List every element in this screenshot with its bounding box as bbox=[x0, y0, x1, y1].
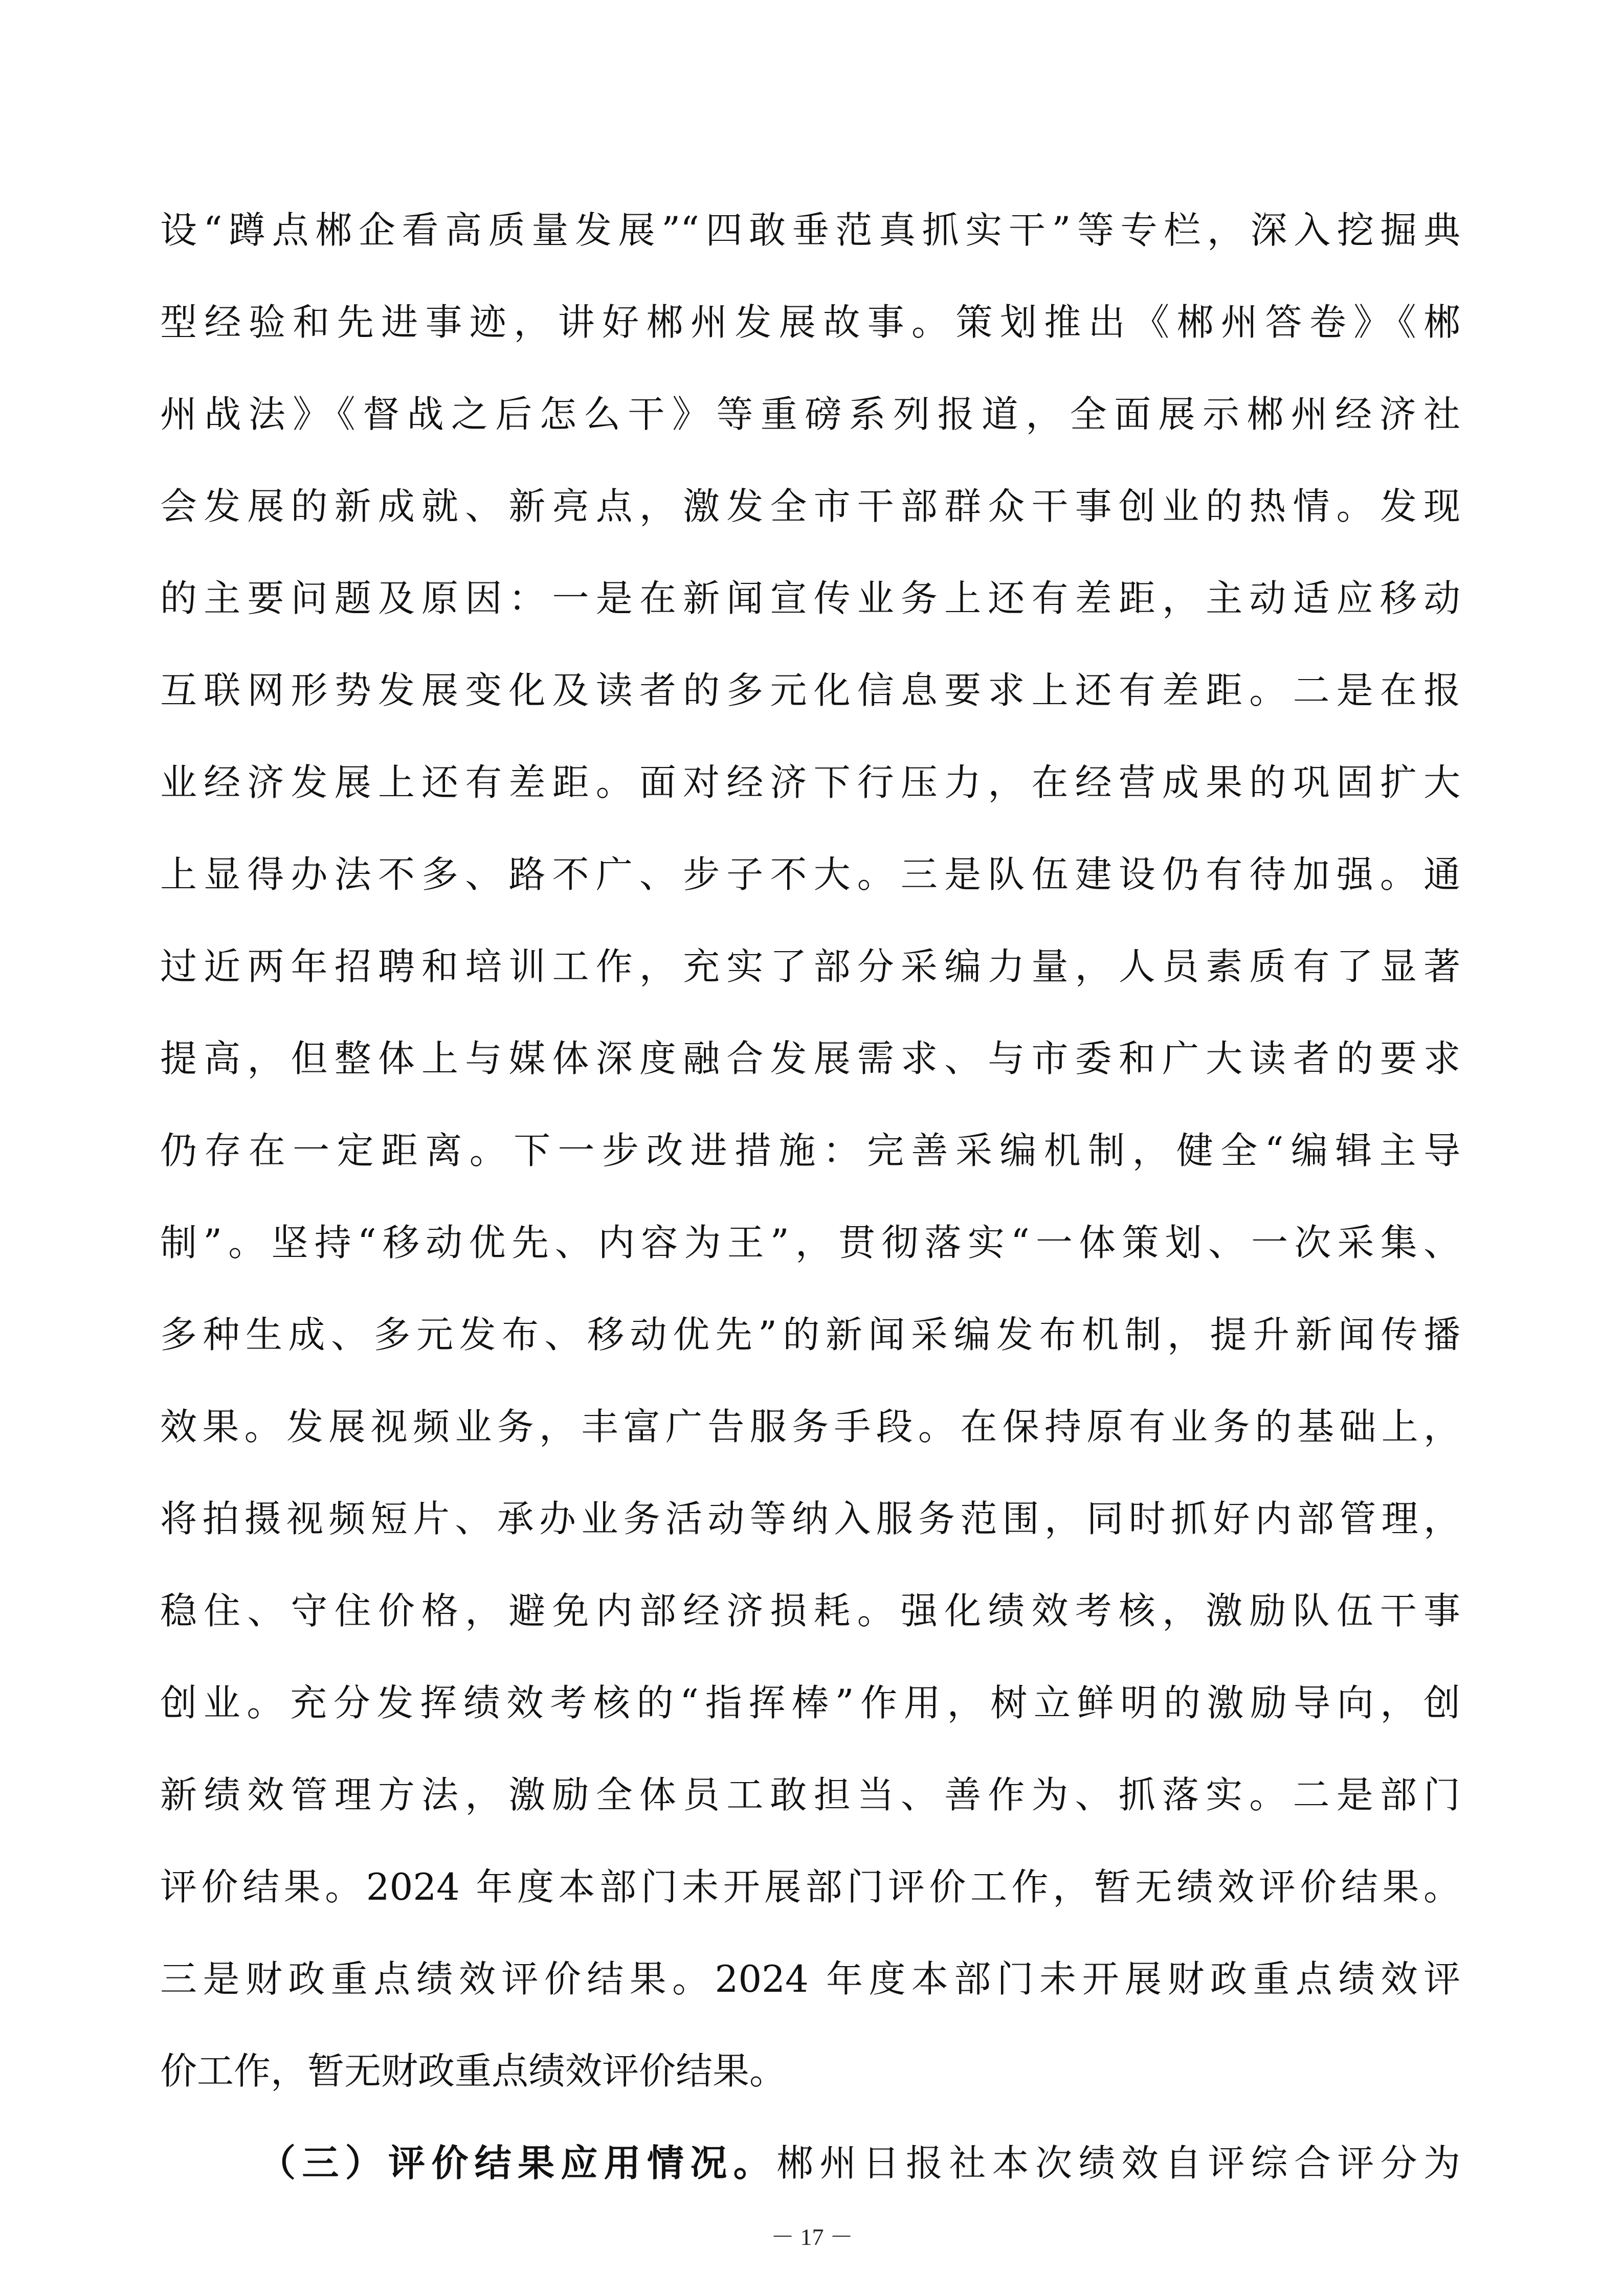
section-heading-text: 郴州日报社本次绩效自评综合评分为 bbox=[776, 2142, 1460, 2185]
body-line-17: 创业。充分发挥绩效考核的“指挥棒”作用，树立鲜明的激励导向，创 bbox=[160, 1681, 1460, 1724]
body-line-2: 型经验和先进事迹，讲好郴州发展故事。策划推出《郴州答卷》《郴 bbox=[160, 301, 1460, 344]
page-number: － 17 － bbox=[771, 2224, 853, 2250]
body-line-8: 上显得办法不多、路不广、步子不大。三是队伍建设仍有待加强。通 bbox=[160, 853, 1460, 896]
body-line-14: 效果。发展视频业务，丰富广告服务手段。在保持原有业务的基础上， bbox=[160, 1405, 1460, 1448]
body-line-20: 三是财政重点绩效评价结果。2024 年度本部门未开展财政重点绩效评 bbox=[160, 1957, 1460, 2000]
section-heading-line bbox=[259, 2137, 1460, 2189]
body-line-4: 会发展的新成就、新亮点，激发全市干部群众干事创业的热情。发现 bbox=[160, 485, 1460, 528]
body-line-16: 稳住、守住价格，避免内部经济损耗。强化绩效考核，激励队伍干事 bbox=[160, 1589, 1460, 1632]
body-line-3: 州战法》《督战之后怎么干》等重磅系列报道，全面展示郴州经济社 bbox=[160, 393, 1460, 436]
body-line-5: 的主要问题及原因：一是在新闻宣传业务上还有差距，主动适应移动 bbox=[160, 577, 1460, 620]
body-line-18: 新绩效管理方法，激励全体员工敢担当、善作为、抓落实。二是部门 bbox=[160, 1773, 1460, 1816]
body-line-6: 互联网形势发展变化及读者的多元化信息要求上还有差距。二是在报 bbox=[160, 669, 1460, 712]
body-line-19: 评价结果。2024 年度本部门未开展部门评价工作，暂无绩效评价结果。 bbox=[160, 1865, 1460, 1908]
body-line-10: 提高，但整体上与媒体深度融合发展需求、与市委和广大读者的要求 bbox=[160, 1037, 1460, 1080]
body-line-15: 将拍摄视频短片、承办业务活动等纳入服务范围，同时抓好内部管理， bbox=[160, 1497, 1460, 1540]
body-line-13: 多种生成、多元发布、移动优先”的新闻采编发布机制，提升新闻传播 bbox=[160, 1313, 1460, 1356]
body-line-9: 过近两年招聘和培训工作，充实了部分采编力量，人员素质有了显著 bbox=[160, 945, 1460, 988]
body-line-7: 业经济发展上还有差距。面对经济下行压力，在经营成果的巩固扩大 bbox=[160, 761, 1460, 804]
section-heading-bold: （三）评价结果应用情况。 bbox=[259, 2141, 776, 2185]
body-line-21: 价工作，暂无财政重点绩效评价结果。 bbox=[160, 2050, 787, 2092]
body-line-12: 制”。坚持“移动优先、内容为王”，贯彻落实“一体策划、一次采集、 bbox=[160, 1221, 1460, 1264]
body-line-11: 仍存在一定距离。下一步改进措施：完善采编机制，健全“编辑主导 bbox=[160, 1129, 1460, 1172]
body-line-1: 设“蹲点郴企看高质量发展”“四敢垂范真抓实干”等专栏，深入挖掘典 bbox=[160, 209, 1460, 252]
